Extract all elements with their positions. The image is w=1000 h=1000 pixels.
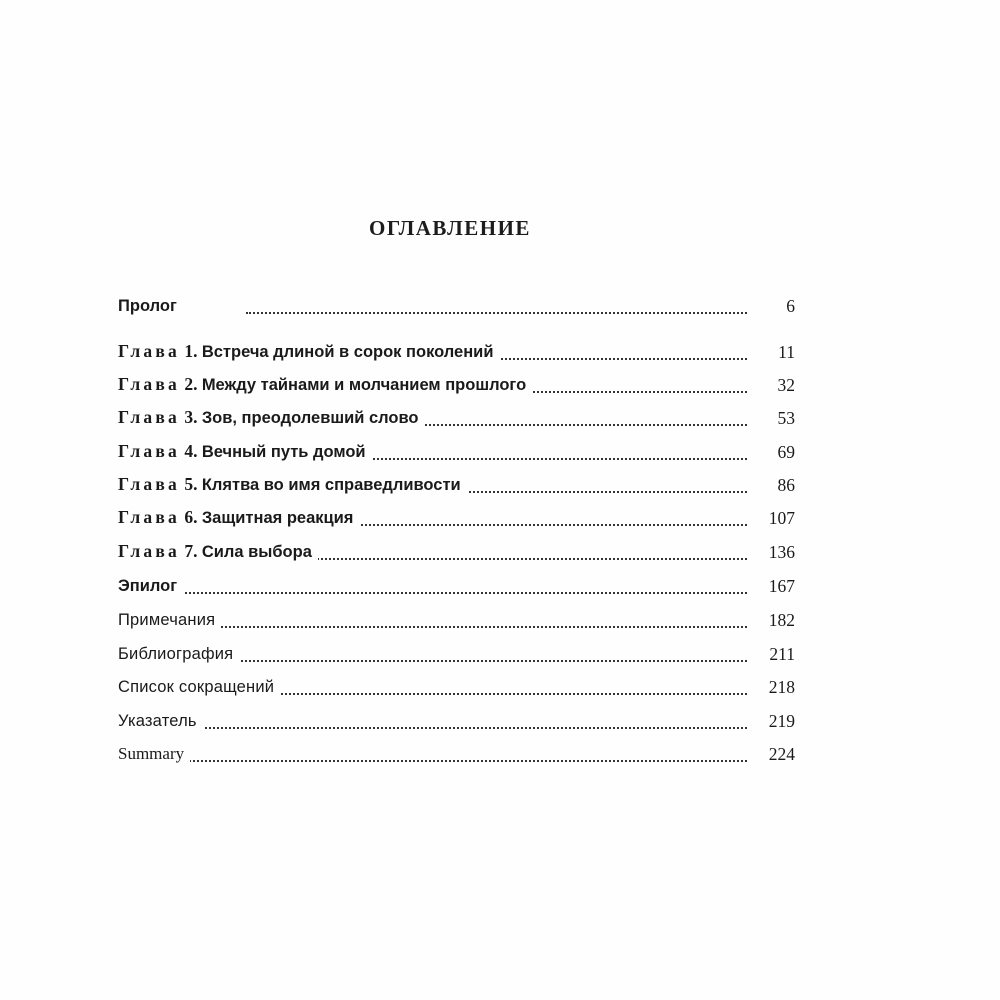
toc-section-label: Список сокращений — [118, 677, 280, 697]
page-number: 218 — [768, 677, 795, 697]
page-number: 6 — [786, 296, 795, 316]
chapter-prefix: Глава — [118, 341, 180, 361]
chapter-number: 1. — [184, 341, 198, 361]
chapter-title: Зов, преодолевший слово — [201, 409, 419, 427]
page-number: 107 — [768, 508, 795, 528]
page-number: 69 — [777, 442, 795, 462]
toc-entry — [118, 404, 795, 430]
page-number: 167 — [768, 576, 795, 596]
chapter-title: Клятва во имя справедливости — [201, 476, 461, 494]
toc-section-label: Примечания — [118, 610, 221, 630]
toc-section-label: Пролог — [118, 296, 183, 316]
toc-entry — [118, 371, 795, 397]
toc-chapter-label — [118, 507, 359, 528]
chapter-number: 3. — [184, 407, 198, 427]
chapter-number: 6. — [184, 507, 198, 527]
page-number: 53 — [777, 408, 795, 428]
chapter-number: 4. — [184, 441, 198, 461]
page-number: 11 — [778, 342, 795, 362]
page-number: 211 — [769, 644, 795, 664]
page-number: 224 — [768, 744, 795, 764]
chapter-title: Между тайнами и молчанием прошлого — [201, 376, 527, 394]
chapter-title: Сила выбора — [201, 543, 312, 561]
page-title: ОГЛАВЛЕНИЕ — [369, 216, 531, 240]
toc-entry — [118, 504, 795, 530]
chapter-title: Встреча длиной в сорок поколений — [201, 343, 494, 361]
toc-entry — [118, 471, 795, 497]
dot-leader — [118, 589, 747, 594]
toc-chapter-label — [118, 441, 372, 462]
toc-section-label: Указатель — [118, 711, 203, 731]
toc-entry — [118, 538, 795, 564]
toc-entry — [118, 740, 795, 766]
toc-section-label: Эпилог — [118, 576, 183, 596]
toc-entry — [118, 606, 795, 632]
chapter-number: 2. — [184, 374, 198, 394]
toc-chapter-label — [118, 541, 318, 562]
toc-chapter-label — [118, 374, 532, 395]
page-number: 219 — [768, 711, 795, 731]
page-number: 32 — [777, 375, 795, 395]
toc-entry — [118, 673, 795, 699]
toc-section-label: Библиография — [118, 644, 239, 664]
toc-chapter-label — [118, 341, 499, 362]
chapter-prefix: Глава — [118, 474, 180, 494]
chapter-prefix: Глава — [118, 541, 180, 561]
dot-leader — [118, 757, 747, 762]
chapter-title: Защитная реакция — [201, 509, 354, 527]
page-number: 182 — [768, 610, 795, 630]
page-number: 136 — [768, 542, 795, 562]
toc-chapter-label — [118, 407, 425, 428]
chapter-title: Вечный путь домой — [201, 443, 366, 461]
chapter-prefix: Глава — [118, 507, 180, 527]
chapter-prefix: Глава — [118, 407, 180, 427]
toc-entry — [118, 438, 795, 464]
chapter-number: 7. — [184, 541, 198, 561]
dot-leader — [118, 724, 747, 729]
toc-entry — [118, 572, 795, 598]
toc-section-label: Summary — [118, 744, 190, 764]
toc-entry — [118, 707, 795, 733]
chapter-prefix: Глава — [118, 441, 180, 461]
chapter-number: 5. — [184, 474, 198, 494]
toc-entry — [118, 292, 795, 318]
page-number: 86 — [777, 475, 795, 495]
dot-leader — [246, 309, 747, 314]
chapter-prefix: Глава — [118, 374, 180, 394]
toc-entry — [118, 338, 795, 364]
toc-entry — [118, 640, 795, 666]
toc-chapter-label — [118, 474, 467, 495]
